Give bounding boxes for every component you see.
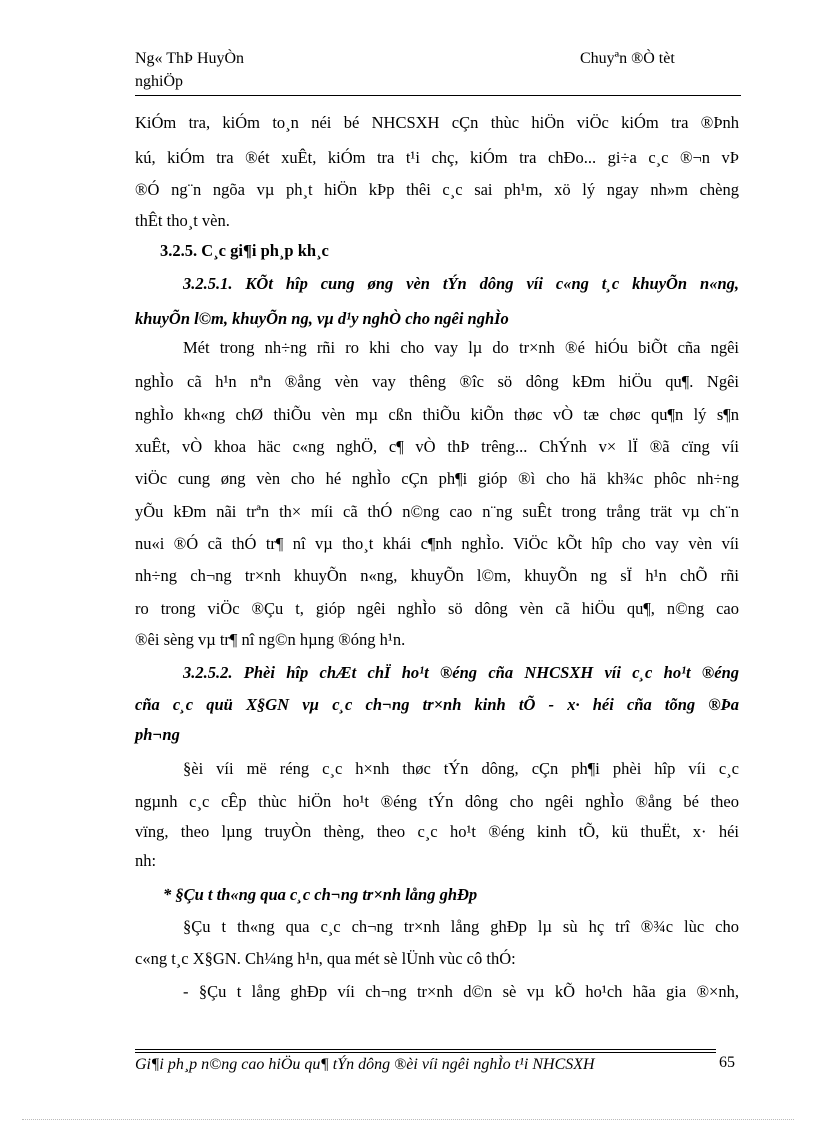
paragraph-line: ®êi sèng vµ tr¶ nî ng©n hµng ®óng h¹n. bbox=[135, 630, 406, 649]
paragraph-line: thÊt tho¸t vèn. bbox=[135, 211, 230, 230]
paragraph-line: xuÊt, vÒ khoa häc c«ng nghÖ, c¶ vÒ thÞ trêng... ChÝnh v× lÏ ®ã cïng víi bbox=[135, 437, 739, 456]
paragraph-line: KiÓm tra, kiÓm to¸n néi bé NHCSXH cÇn thùc hiÖn viÖc kiÓm tra ®Þnh bbox=[135, 113, 739, 132]
paragraph-line: nh: bbox=[135, 851, 157, 870]
paragraph-line: viÖc cung øng vèn cho hé nghÌo cÇn ph¶i gióp ®ì cho hä kh¾c phôc nh÷ng bbox=[135, 469, 739, 488]
footer-rule bbox=[135, 1052, 716, 1053]
footer-rule bbox=[135, 1049, 716, 1050]
paragraph-line: - §Çu t lång ghÐp víi ch¬ng tr×nh d©n sè vµ kÕ ho¹ch hãa gia ®×nh, bbox=[183, 982, 739, 1001]
subsection-heading: ph¬ng bbox=[135, 725, 180, 744]
paragraph-line: §Çu t th«ng qua c¸c ch¬ng tr×nh lång ghÐp lµ sù hç trî ®¾c lùc cho bbox=[183, 917, 739, 936]
bullet-heading: * §Çu t th«ng qua c¸c ch¬ng tr×nh lång ghÐp bbox=[163, 885, 478, 904]
subsection-heading: 3.2.5.2. Phèi hîp chÆt chÏ ho¹t ®éng cña NHCSXH víi c¸c ho¹t ®éng bbox=[183, 663, 739, 682]
paragraph-line: kú, kiÓm tra ®ét xuÊt, kiÓm tra t¹i chç, kiÓm tra chÐo... gi÷a c¸c ®¬n vÞ bbox=[135, 148, 739, 167]
paragraph-line: nu«i ®Ó cã thÓ tr¶ nî vµ tho¸t khái c¶nh nghÌo. ViÖc kÕt hîp cho vay vèn víi bbox=[135, 534, 739, 553]
header-author: Ng« ThÞ HuyÒn bbox=[135, 50, 245, 67]
subsection-heading: khuyÕn l©m, khuyÕn ng, vµ d¹y nghÒ cho ngêi nghÌo bbox=[135, 309, 509, 328]
paragraph-line: ®Ó ng¨n ngõa vµ ph¸t hiÖn kÞp thêi c¸c sai ph¹m, xö lý ngay nh»m chèng bbox=[135, 180, 739, 199]
paragraph-line: yÕu kÐm nãi trªn th× míi cã thÓ n©ng cao n¨ng suÊt trong trång trät vµ ch¨n bbox=[135, 502, 739, 521]
subsection-heading: 3.2.5.1. KÕt hîp cung øng vèn tÝn dông víi c«ng t¸c khuyÕn n«ng, bbox=[183, 274, 739, 293]
page-number: 65 bbox=[719, 1054, 735, 1071]
footer-title: Gi¶i ph¸p n©ng cao hiÖu qu¶ tÝn dông ®èi víi ngêi nghÌo t¹i NHCSXH bbox=[135, 1056, 595, 1073]
header-author-continued: nghiÖp bbox=[135, 73, 183, 90]
section-heading: 3.2.5. C¸c gi¶i ph¸p kh¸c bbox=[160, 241, 329, 260]
paragraph-line: vïng, theo lµng truyÒn thèng, theo c¸c ho¹t ®éng kinh tÕ, kü thuËt, x· héi bbox=[135, 822, 739, 841]
page-bottom-divider bbox=[22, 1119, 794, 1120]
header-title: Chuyªn ®Ò tèt bbox=[580, 50, 675, 67]
paragraph-line: ro trong viÖc ®Çu t, gióp ngêi nghÌo sö dông vèn cã hiÖu qu¶, n©ng cao bbox=[135, 599, 739, 618]
paragraph-line: §èi víi më réng c¸c h×nh thøc tÝn dông, cÇn ph¶i phèi hîp víi c¸c bbox=[183, 759, 739, 778]
paragraph-line: Mét trong nh÷ng rñi ro khi cho vay lµ do tr×nh ®é hiÓu biÕt cña ngêi bbox=[183, 338, 739, 357]
subsection-heading: cña c¸c quü X§GN vµ c¸c ch¬ng tr×nh kinh tÕ - x· héi cña tõng ®Þa bbox=[135, 695, 739, 714]
paragraph-line: c«ng t¸c X§GN. Ch¼ng h¹n, qua mét sè lÜnh vùc cô thÓ: bbox=[135, 949, 516, 968]
paragraph-line: ngµnh c¸c cÊp thùc hiÖn ho¹t ®éng tÝn dông cho ngêi nghÌo ®ång bé theo bbox=[135, 792, 739, 811]
paragraph-line: nghÌo kh«ng chØ thiÕu vèn mµ cßn thiÕu kiÕn thøc vÒ tæ chøc qu¶n lý s¶n bbox=[135, 405, 739, 424]
paragraph-line: nghÌo cã h¹n nªn ®ång vèn vay thêng ®îc sö dông kÐm hiÖu qu¶. Ngêi bbox=[135, 372, 739, 391]
header-rule bbox=[135, 95, 741, 96]
paragraph-line: nh÷ng ch¬ng tr×nh khuyÕn n«ng, khuyÕn l©m, khuyÕn ng sÏ h¹n chÕ rñi bbox=[135, 566, 739, 585]
